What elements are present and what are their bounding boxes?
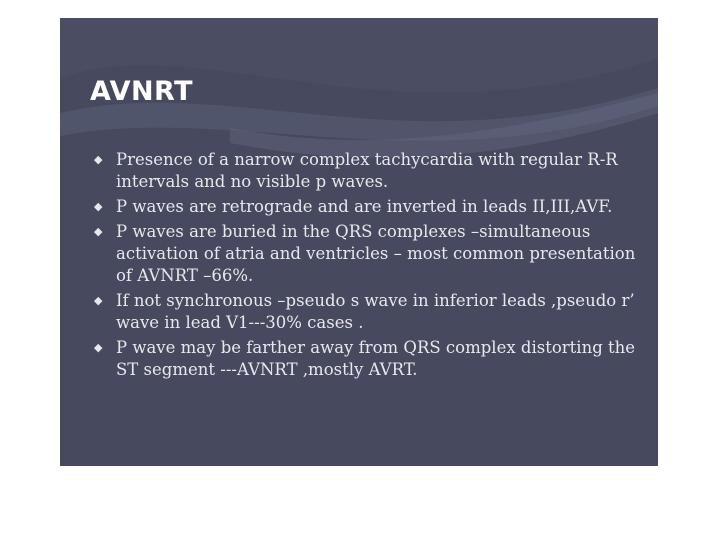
diamond-bullet-icon: ◆ (94, 225, 103, 238)
bullet-item (94, 221, 654, 287)
bullet-item (94, 290, 654, 334)
slide-title: AVNRT (90, 76, 194, 107)
diamond-bullet-icon: ◆ (94, 200, 103, 213)
bullet-text: P waves are retrograde and are inverted in leads II,III,AVF. (116, 197, 613, 216)
diamond-bullet-icon: ◆ (94, 153, 103, 166)
bullet-item (94, 196, 654, 218)
bullet-text: If not synchronous –pseudo s wave in inferior leads ,pseudo r’ wave in lead V1---30% cases . (116, 291, 635, 332)
diamond-bullet-icon: ◆ (94, 294, 103, 307)
bullet-item (94, 149, 654, 193)
bullet-text: Presence of a narrow complex tachycardia with regular R-R intervals and no visible p waves. (116, 150, 618, 191)
bullet-text: P wave may be farther away from QRS complex distorting the ST segment ---AVNRT ,mostly AVRT. (116, 338, 636, 379)
bullet-text: P waves are buried in the QRS complexes –simultaneous activation of atria and ventricles – most common presentation of AVNRT –66%. (116, 222, 636, 285)
slide (60, 18, 658, 466)
diamond-bullet-icon: ◆ (94, 341, 103, 354)
bullet-item (94, 337, 654, 381)
bullet-list (94, 149, 654, 384)
